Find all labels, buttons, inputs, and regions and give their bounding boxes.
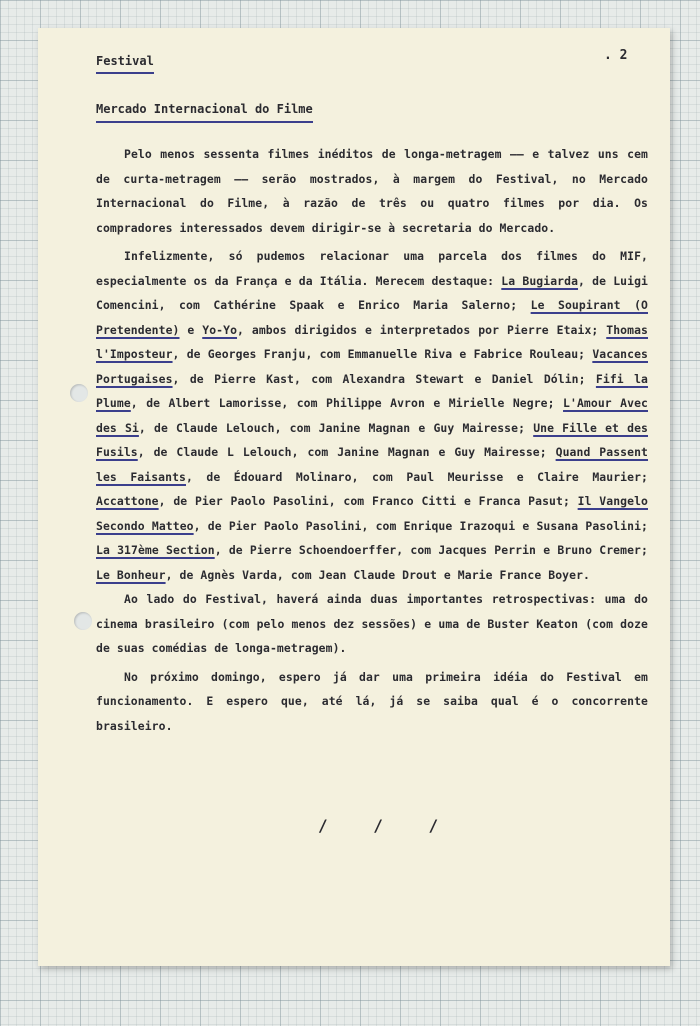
film-title-7: L'Amour Avec des Si xyxy=(96,396,648,435)
p2-text-11: , de Pier Paolo Pasolini, com Enrique Irazoqui e Susana Pasolini; xyxy=(193,518,648,533)
p2-text-9: , de Édouard Molinaro, com Paul Meurisse e Claire Maurier; xyxy=(186,469,648,484)
film-title-1: La Bugiarda xyxy=(501,273,579,288)
film-title-3: Yo-Yo xyxy=(202,322,238,337)
p2-text-10: , de Pier Paolo Pasolini, com Franco Citti e Franca Pasut; xyxy=(158,494,578,508)
header-label xyxy=(96,54,154,68)
punch-hole-top xyxy=(70,384,88,402)
film-title-4: Thomas l'Imposteur xyxy=(96,322,648,361)
film-title-10: Accattone xyxy=(96,494,159,508)
paragraph-4: No próximo domingo, espero já dar uma primeira idéia do Festival em funcionamento. E espero que, até lá, já se saiba qual é o concorrente brasileiro. xyxy=(96,669,648,733)
p2-text-5: , de Pierre Kast, com Alexandra Stewart e Daniel Dólin; xyxy=(172,371,596,386)
film-title-11: Il Vangelo Secondo Matteo xyxy=(96,494,648,533)
film-title-8: Une Fille et des Fusils xyxy=(96,420,648,459)
punch-hole-bottom xyxy=(74,612,92,630)
p2-text-4: , de Georges Franju, com Emmanuelle Riva e Fabrice Rouleau; xyxy=(172,347,593,361)
paragraph-3: Ao lado do Festival, haverá ainda duas importantes retrospectivas: uma do cinema brasileiro (com pelo menos dez sessões) e uma de Buster Keaton (com doze de suas comédias de longa-metragem). xyxy=(96,592,648,655)
film-title-12: La 317ème Section xyxy=(96,543,215,557)
p2-text-6: , de Albert Lamorisse, com Philippe Avron e Mirielle Negre; xyxy=(130,396,564,410)
film-title-13: Le Bonheur xyxy=(96,567,166,582)
film-title-9: Quand Passent les Faisants xyxy=(96,445,649,484)
p2-text-12: , de Pierre Schoendoerffer, com Jacques Perrin e Bruno Cremer; xyxy=(214,543,648,557)
page-number: . 2 xyxy=(604,48,628,63)
paragraph-2 xyxy=(96,244,648,587)
p2-text-3: , ambos dirigidos e interpretados por Pierre Etaix; xyxy=(237,322,607,337)
p2-text-8: , de Claude L Lelouch, com Janine Magnan e Guy Mairesse; xyxy=(137,445,556,459)
p2-text-13: , de Agnès Varda, com Jean Claude Drout e Marie France Boyer. xyxy=(165,567,590,582)
typewritten-page xyxy=(38,28,670,966)
header-label-text: Festival xyxy=(96,54,154,74)
section-title-text: Mercado Internacional do Filme xyxy=(96,102,313,123)
section-title xyxy=(96,102,313,116)
p2-text-7: , de Claude Lelouch, com Janine Magnan e Guy Mairesse; xyxy=(138,420,534,435)
paragraph-1: Pelo menos sessenta filmes inéditos de longa-metragem –– e talvez uns cem de curta-metragem –– serão mostrados, à margem do Festival, no Mercado Internacional do Filme, à razão de três ou quatro filmes por dia. Os compradores interessados devem dirigir-se à secretaria do Mercado. xyxy=(96,147,648,235)
body-text xyxy=(96,142,648,742)
film-title-2: Le Soupirant (O Pretendente) xyxy=(96,298,648,337)
film-title-5: Vacances Portugaises xyxy=(96,347,648,386)
end-marks: / / / xyxy=(318,816,457,835)
p2-text-0: Infelizmente, só pudemos relacionar uma parcela dos filmes do MIF, especialmente os da França e da Itália. Merecem destaque: xyxy=(96,249,648,288)
film-title-6: Fifi la Plume xyxy=(96,371,648,410)
p2-text-1: , de Luigi Comencini, com Cathérine Spaak e Enrico Maria Salerno; xyxy=(96,273,648,312)
p2-text-2: e xyxy=(179,322,203,337)
